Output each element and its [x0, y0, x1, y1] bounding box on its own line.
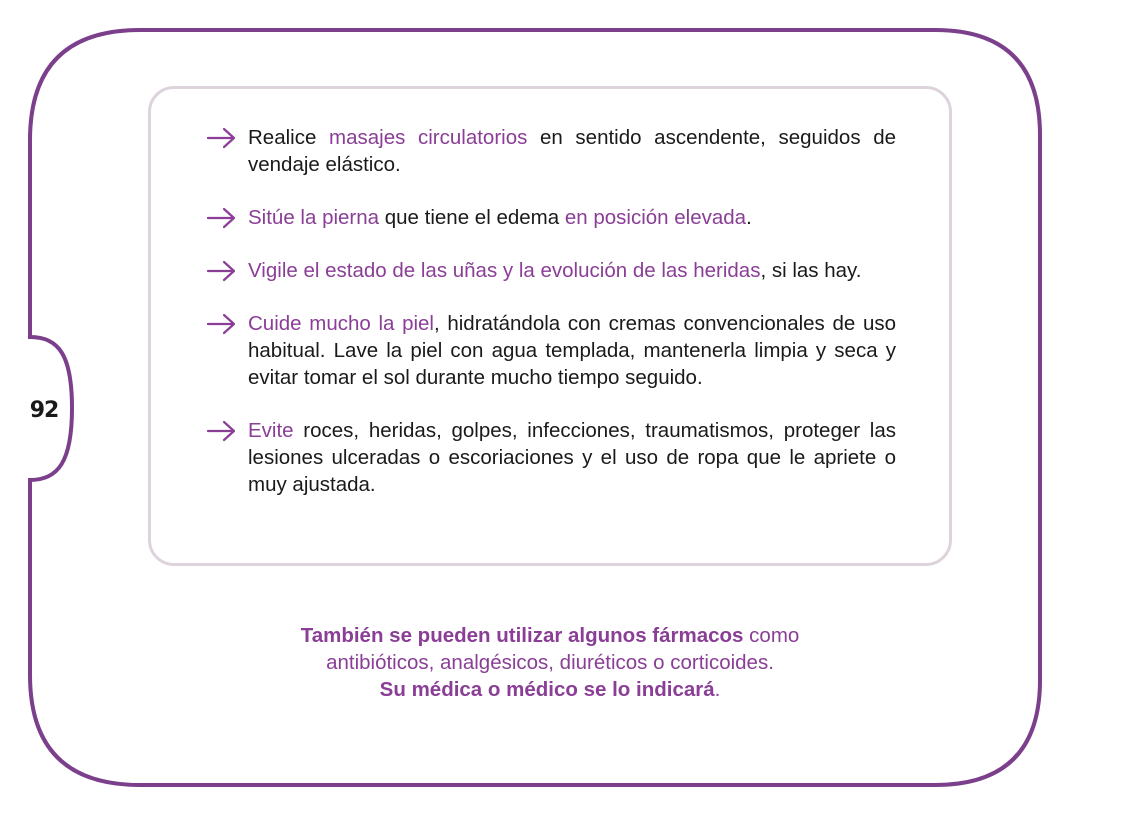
- tip-item-elevate-leg: [206, 204, 896, 231]
- tip-highlight: Cuide mucho la piel: [248, 312, 434, 335]
- medication-note-bold: Su médica o médico se lo indicará: [379, 678, 715, 701]
- tip-item-avoid: [206, 417, 896, 498]
- tip-highlight: Sitúe la pierna: [248, 206, 380, 229]
- medication-note-line1: [200, 622, 900, 649]
- tip-text: que tiene el edema: [379, 206, 565, 229]
- tip-highlight: Evite: [248, 419, 294, 442]
- medication-note: [200, 622, 900, 703]
- tip-highlight: Vigile el estado de las uñas y la evolución de las heridas: [248, 259, 761, 282]
- medication-note-bold: También se pueden utilizar algunos fármacos: [300, 624, 744, 647]
- tip-text: en sentido ascendente, seguidos de vendaje elástico.: [248, 126, 897, 176]
- tip-highlight: masajes circulatorios: [329, 126, 528, 149]
- tip-text: .: [746, 206, 752, 229]
- medication-note-line3: [200, 676, 900, 703]
- tip-item-massage: [206, 124, 896, 178]
- arrow-right-icon: [206, 312, 238, 336]
- medication-note-text: como: [743, 624, 800, 647]
- arrow-right-icon: [206, 206, 238, 230]
- tip-text: Realice: [248, 126, 330, 149]
- tip-highlight: en posición elevada: [564, 206, 747, 229]
- tips-list: [206, 124, 896, 524]
- tip-item-skin-care: [206, 310, 896, 391]
- medication-note-line2: antibióticos, analgésicos, diuréticos o corticoides.: [326, 651, 774, 674]
- tip-text: , si las hay.: [760, 259, 862, 282]
- tip-text: roces, heridas, golpes, infecciones, traumatismos, proteger las lesiones ulceradas o escoriaciones y el uso de ropa que le apriete o muy ajustada.: [248, 419, 896, 496]
- arrow-right-icon: [206, 419, 238, 443]
- arrow-right-icon: [206, 259, 238, 283]
- tip-text: , hidratándola con cremas convencionales de uso habitual. Lave la piel con agua templada, mantenerla limpia y seca y evitar tomar el sol durante mucho tiempo seguido.: [248, 312, 896, 389]
- arrow-right-icon: [206, 126, 238, 150]
- tip-item-nails-wounds: [206, 257, 896, 284]
- medication-note-text: .: [714, 678, 721, 701]
- page-number: 92: [29, 398, 59, 423]
